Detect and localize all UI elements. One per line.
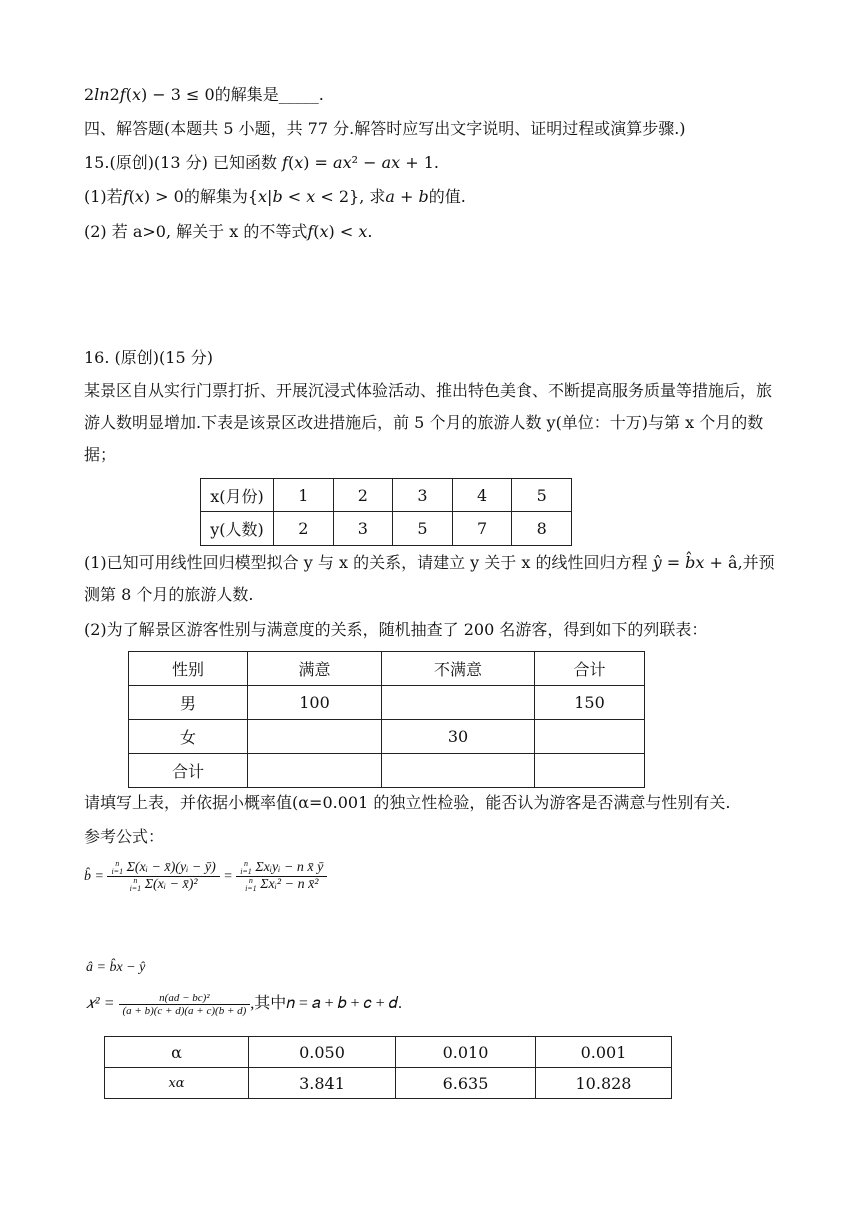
b-hat-formula <box>84 860 327 893</box>
contingency-table <box>128 651 645 788</box>
problem-16-instruction: 请填写上表，并依据小概率值(α=0.001 的独立性检验，能否认为游客是否满意与性别有关. <box>84 793 731 812</box>
table-cell: 10.828 <box>536 1068 672 1099</box>
table-cell <box>535 754 645 788</box>
table-cell: 满意 <box>248 652 382 686</box>
a-hat-formula: â = b̂x − ŷ <box>86 960 146 975</box>
table-cell: 1 <box>274 479 334 512</box>
table-cell: 4 <box>452 479 512 512</box>
table-cell: xα <box>105 1068 249 1099</box>
table-cell: 性别 <box>129 652 248 686</box>
problem-15-part1: (1)若𝑓(𝑥) > 0的解集为{𝑥|𝑏 < 𝑥 < 2}, 求𝑎 + 𝑏的值. <box>84 187 466 206</box>
table-cell <box>248 754 382 788</box>
fraction-numerator: n i=1 Σ(xᵢ − x̄)(yᵢ − ȳ) <box>107 860 219 877</box>
table-cell: x(月份) <box>201 479 274 512</box>
table-cell: 0.010 <box>396 1037 536 1068</box>
b-hat-fraction-2 <box>236 860 327 893</box>
table-cell: 3.841 <box>249 1068 396 1099</box>
table-cell: 3 <box>393 479 453 512</box>
section-heading: 四、解答题(本题共 5 小题，共 77 分.解答时应写出文字说明、证明过程或演算步骤.) <box>84 119 686 138</box>
fraction-denominator: n i=1 Σ(xᵢ − x̄)² <box>129 876 198 894</box>
fraction-denominator: (a + b)(c + d)(a + c)(b + d) <box>122 1004 247 1017</box>
problem-15-part2: (2) 若 a>0, 解关于 x 的不等式𝑓(𝑥) < 𝑥. <box>84 222 373 241</box>
table-cell: 6.635 <box>396 1068 536 1099</box>
problem-16-part2: (2)为了解景区游客性别与满意度的关系，随机抽查了 200 名游客，得到如下的列联表： <box>84 620 708 639</box>
problem-16-part1: (1)已知可用线性回归模型拟合 y 与 x 的关系，请建立 y 关于 x 的线性回归方程 𝑦̂ = 𝑏̂𝑥 + â,并预测第 8 个月的旅游人数. <box>84 553 775 604</box>
equals-sign: = <box>223 868 233 884</box>
b-hat-lhs: b̂ = <box>84 868 104 884</box>
data-table-x-y <box>200 478 572 546</box>
chi-fraction <box>119 992 251 1017</box>
b-hat-fraction-1 <box>107 860 219 893</box>
critical-value-table <box>104 1036 672 1099</box>
table-row <box>129 652 645 686</box>
table-cell <box>248 720 382 754</box>
problem-16-intro: 某景区自从实行门票打折、开展沉浸式体验活动、推出特色美食、不断提高服务质量等措施后，旅游人数明显增加.下表是该景区改进措施后，前 5 个月的旅游人数 y(单位：十万)与第 x 个月的数据； <box>84 381 773 464</box>
table-row <box>105 1068 672 1099</box>
table-cell: 5 <box>512 479 572 512</box>
table-cell: 7 <box>452 512 512 546</box>
fraction-numerator: n i=1 Σxᵢyᵢ − n x̄ ȳ <box>236 860 327 877</box>
chi-lhs: 𝑥² = <box>86 995 115 1012</box>
table-cell: 2 <box>333 479 393 512</box>
table-row <box>201 512 572 546</box>
table-cell: 5 <box>393 512 453 546</box>
table-cell: 150 <box>535 686 645 720</box>
table-row <box>129 720 645 754</box>
line-fill-blank: 2𝑙𝑛2𝑓(𝑥) − 3 ≤ 0的解集是_____. <box>84 85 324 104</box>
table-cell: 2 <box>274 512 334 546</box>
table-cell: α <box>105 1037 249 1068</box>
chi-tail: ,其中𝑛 = 𝑎 + 𝑏 + 𝑐 + 𝑑. <box>250 995 402 1012</box>
table-cell: 0.001 <box>536 1037 672 1068</box>
table-cell: 合计 <box>535 652 645 686</box>
chi-square-formula <box>86 990 402 1017</box>
table-row <box>105 1037 672 1068</box>
table-cell: 3 <box>333 512 393 546</box>
reference-formula-label: 参考公式： <box>84 827 165 846</box>
table-cell: 0.050 <box>249 1037 396 1068</box>
table-cell: 女 <box>129 720 248 754</box>
table-cell: 8 <box>512 512 572 546</box>
table-row <box>129 754 645 788</box>
table-cell: 100 <box>248 686 382 720</box>
fraction-denominator: n i=1 Σxᵢ² − n x̄² <box>245 876 319 894</box>
table-row <box>201 479 572 512</box>
table-cell <box>382 754 535 788</box>
table-cell <box>535 720 645 754</box>
table-cell: 男 <box>129 686 248 720</box>
table-cell: 30 <box>382 720 535 754</box>
table-cell: 不满意 <box>382 652 535 686</box>
table-row <box>129 686 645 720</box>
table-cell: y(人数) <box>201 512 274 546</box>
table-cell: 合计 <box>129 754 248 788</box>
table-cell <box>382 686 535 720</box>
fraction-numerator: n(ad − bc)² <box>119 992 251 1005</box>
problem-15-title: 15.(原创)(13 分) 已知函数 𝑓(𝑥) = 𝑎𝑥² − 𝑎𝑥 + 1. <box>84 153 440 172</box>
problem-16-title: 16. (原创)(15 分) <box>84 348 213 367</box>
